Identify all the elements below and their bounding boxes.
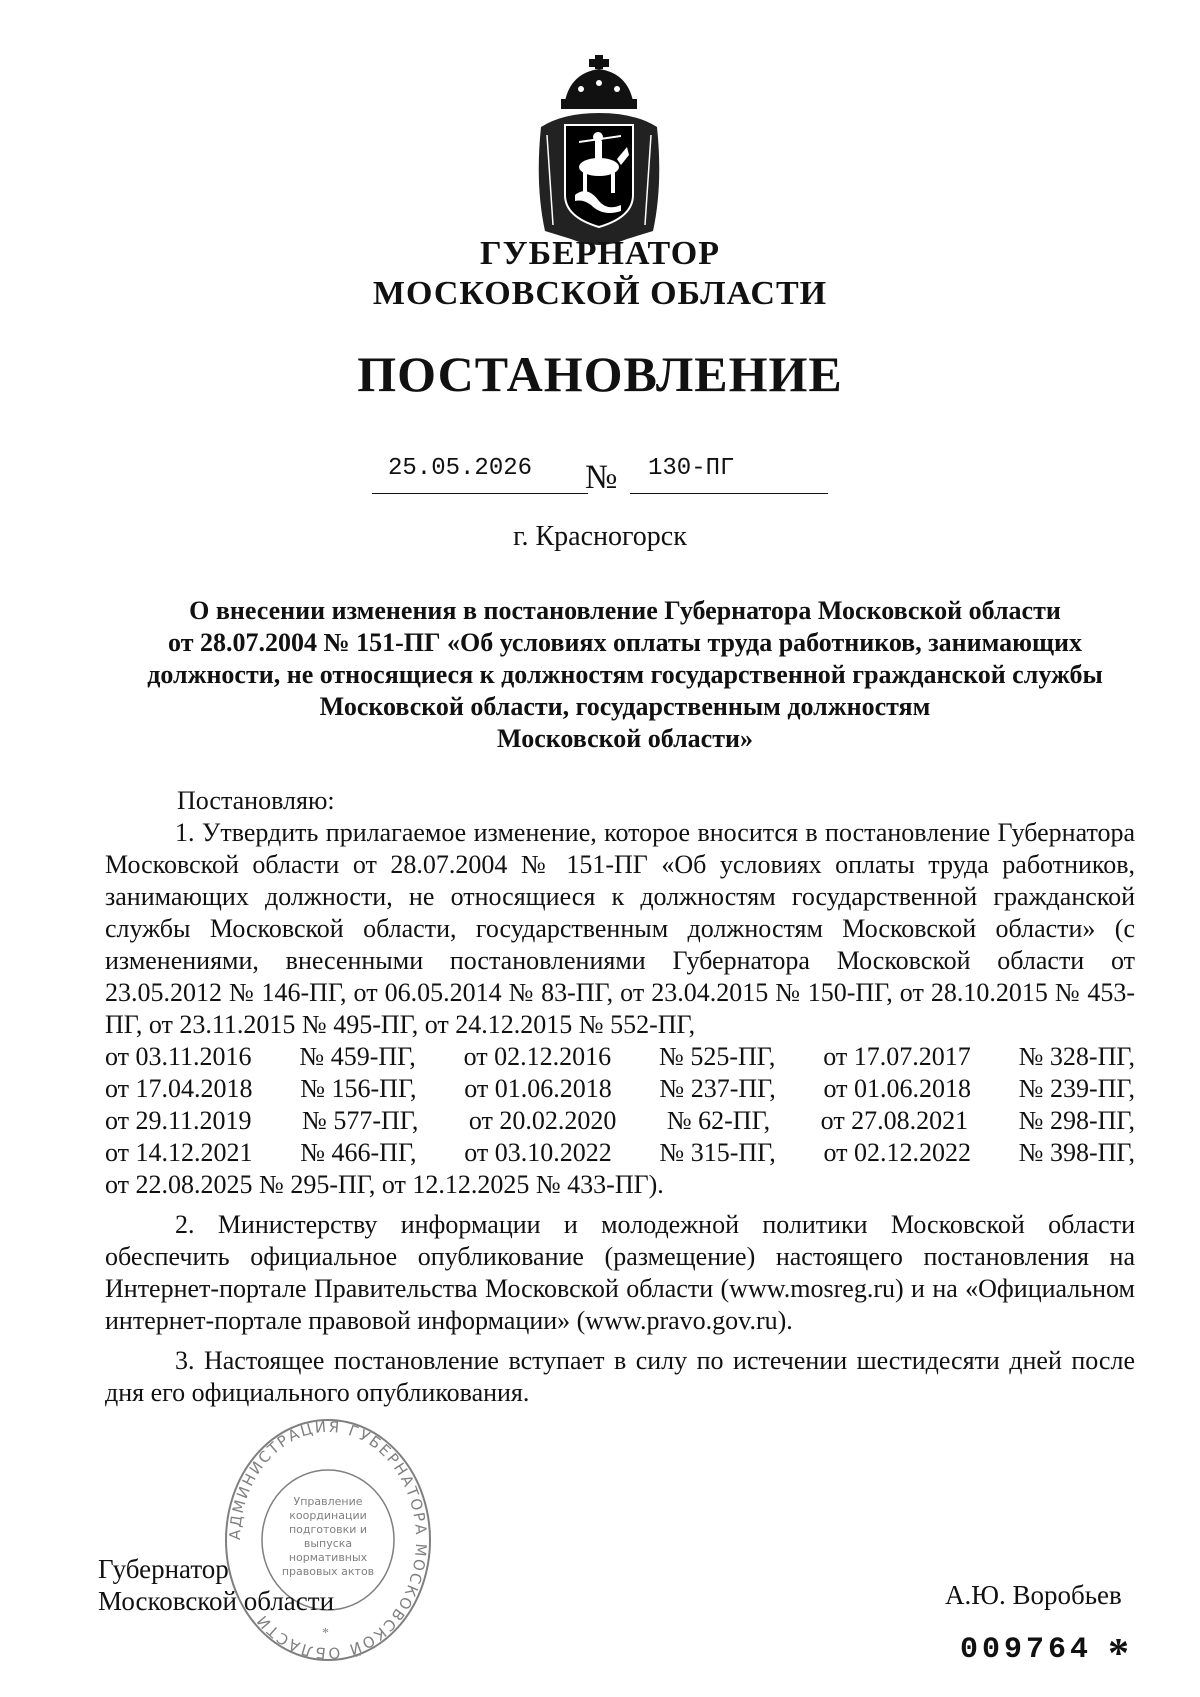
- number-underline: [630, 493, 828, 494]
- ref-number: № 315-ПГ,: [659, 1138, 776, 1167]
- ref-date: от 03.11.2016: [105, 1042, 252, 1071]
- ref-number: № 328-ПГ,: [1018, 1042, 1135, 1071]
- paragraph-2: 2. Министерству информации и молодежной политики Московской области обеспечить официальное опубликование (размещение) настоящего постановления на Интернет-портале Правительства Московской области (www.mosreg.ru) и на «Официальном интернет-портале правовой информации» (www.pravo.gov.ru).: [105, 1210, 1135, 1335]
- title-line: должности, не относящиеся к должностям государственной гражданской службы: [147, 660, 1103, 689]
- registration-line: [0, 455, 1200, 515]
- document-number: 130-ПГ: [648, 455, 735, 482]
- ref-date: от 01.06.2018: [464, 1074, 612, 1103]
- document-body: [105, 785, 1135, 1409]
- ref-number: № 62-ПГ,: [666, 1106, 771, 1135]
- title-line: Московской области»: [497, 724, 753, 753]
- signer-position: [98, 1553, 334, 1617]
- ref-number: № 239-ПГ,: [1018, 1074, 1135, 1103]
- ref-number: № 466-ПГ,: [300, 1138, 417, 1167]
- serial-number: 009764: [960, 1633, 1093, 1667]
- amendment-refs-row: [105, 1073, 1135, 1105]
- title-line: от 28.07.2004 № 151-ПГ «Об условиях оплаты труда работников, занимающих: [168, 628, 1082, 657]
- ref-date: от 17.07.2017: [823, 1042, 971, 1071]
- ref-number: № 298-ПГ,: [1018, 1106, 1135, 1135]
- ref-number: № 156-ПГ,: [300, 1074, 417, 1103]
- paragraph-3: 3. Настоящее постановление вступает в силу по истечении шестидесяти дней после дня его официального опубликования.: [105, 1346, 1135, 1407]
- ref-date: от 27.08.2021: [820, 1106, 969, 1135]
- ref-date: от 20.02.2020: [468, 1106, 617, 1135]
- document-title: [110, 595, 1140, 755]
- ref-number: № 577-ПГ,: [302, 1106, 419, 1135]
- title-line: Московской области, государственным должностям: [319, 692, 931, 721]
- signer-position-line: Губернатор: [98, 1554, 229, 1584]
- document-type-title: ПОСТАНОВЛЕНИЕ: [357, 346, 843, 402]
- amendment-refs-row: [105, 1137, 1135, 1169]
- ref-number: № 237-ПГ,: [659, 1074, 776, 1103]
- amendment-refs-row: [105, 1105, 1135, 1137]
- stamp-star: *: [322, 1626, 329, 1641]
- ref-date: от 02.12.2022: [823, 1138, 971, 1167]
- resolution-intro: Постановляю:: [177, 786, 335, 815]
- header-region: МОСКОВСКОЙ ОБЛАСТИ: [372, 275, 828, 312]
- amendment-refs-row: [105, 1041, 1135, 1073]
- ref-date: от 02.12.2016: [463, 1042, 612, 1071]
- serial-mark: *: [1108, 1631, 1129, 1677]
- date-underline: [372, 493, 588, 494]
- document-date: 25.05.2026: [388, 455, 533, 482]
- ref-number: № 459-ПГ,: [299, 1042, 416, 1071]
- ref-date: от 14.12.2021: [105, 1138, 253, 1167]
- ref-number: № 398-ПГ,: [1018, 1138, 1135, 1167]
- paragraph-1-tail: от 22.08.2025 № 295-ПГ, от 12.12.2025 № 433-ПГ).: [105, 1170, 664, 1199]
- coat-of-arms-emblem: [531, 55, 667, 255]
- ref-date: от 01.06.2018: [823, 1074, 971, 1103]
- title-line: О внесении изменения в постановление Губернатора Московской области: [189, 596, 1061, 625]
- ref-number: № 525-ПГ,: [659, 1042, 776, 1071]
- ref-date: от 17.04.2018: [105, 1074, 253, 1103]
- paragraph-1: 1. Утвердить прилагаемое изменение, которое вносится в постановление Губернатора Московской области от 28.07.2004 № 151-ПГ «Об условиях оплаты труда работников, занимающих должности, не относящиеся к должностям государственной гражданской службы Московской области, государственным должностям Московской области» (с изменениями, внесенными постановлениями Губернатора Московской области от 23.05.2012 № 146-ПГ, от 06.05.2014 № 83-ПГ, от 23.04.2015 № 150-ПГ, от 28.10.2015 № 453-ПГ, от 23.11.2015 № 495-ПГ, от 24.12.2015 № 552-ПГ,: [105, 818, 1135, 1039]
- header-governor: ГУБЕРНАТОР: [480, 235, 720, 272]
- number-sign: №: [585, 459, 618, 496]
- official-stamp: [218, 1415, 438, 1665]
- stamp-inner-text: Управление координации подготовки и выпуска нормативных правовых актов: [281, 1495, 375, 1578]
- signer-position-line: Московской области: [98, 1586, 335, 1616]
- stamp-outer-text: АДМИНИСТРАЦИЯ ГУБЕРНАТОРА МОСКОВСКОЙ ОБЛАСТИ: [225, 1417, 431, 1663]
- issue-city: г. Красногорск: [513, 521, 687, 552]
- signer-name: А.Ю. Воробьев: [945, 1580, 1122, 1610]
- ref-date: от 29.11.2019: [105, 1106, 252, 1135]
- ref-date: от 03.10.2022: [464, 1138, 612, 1167]
